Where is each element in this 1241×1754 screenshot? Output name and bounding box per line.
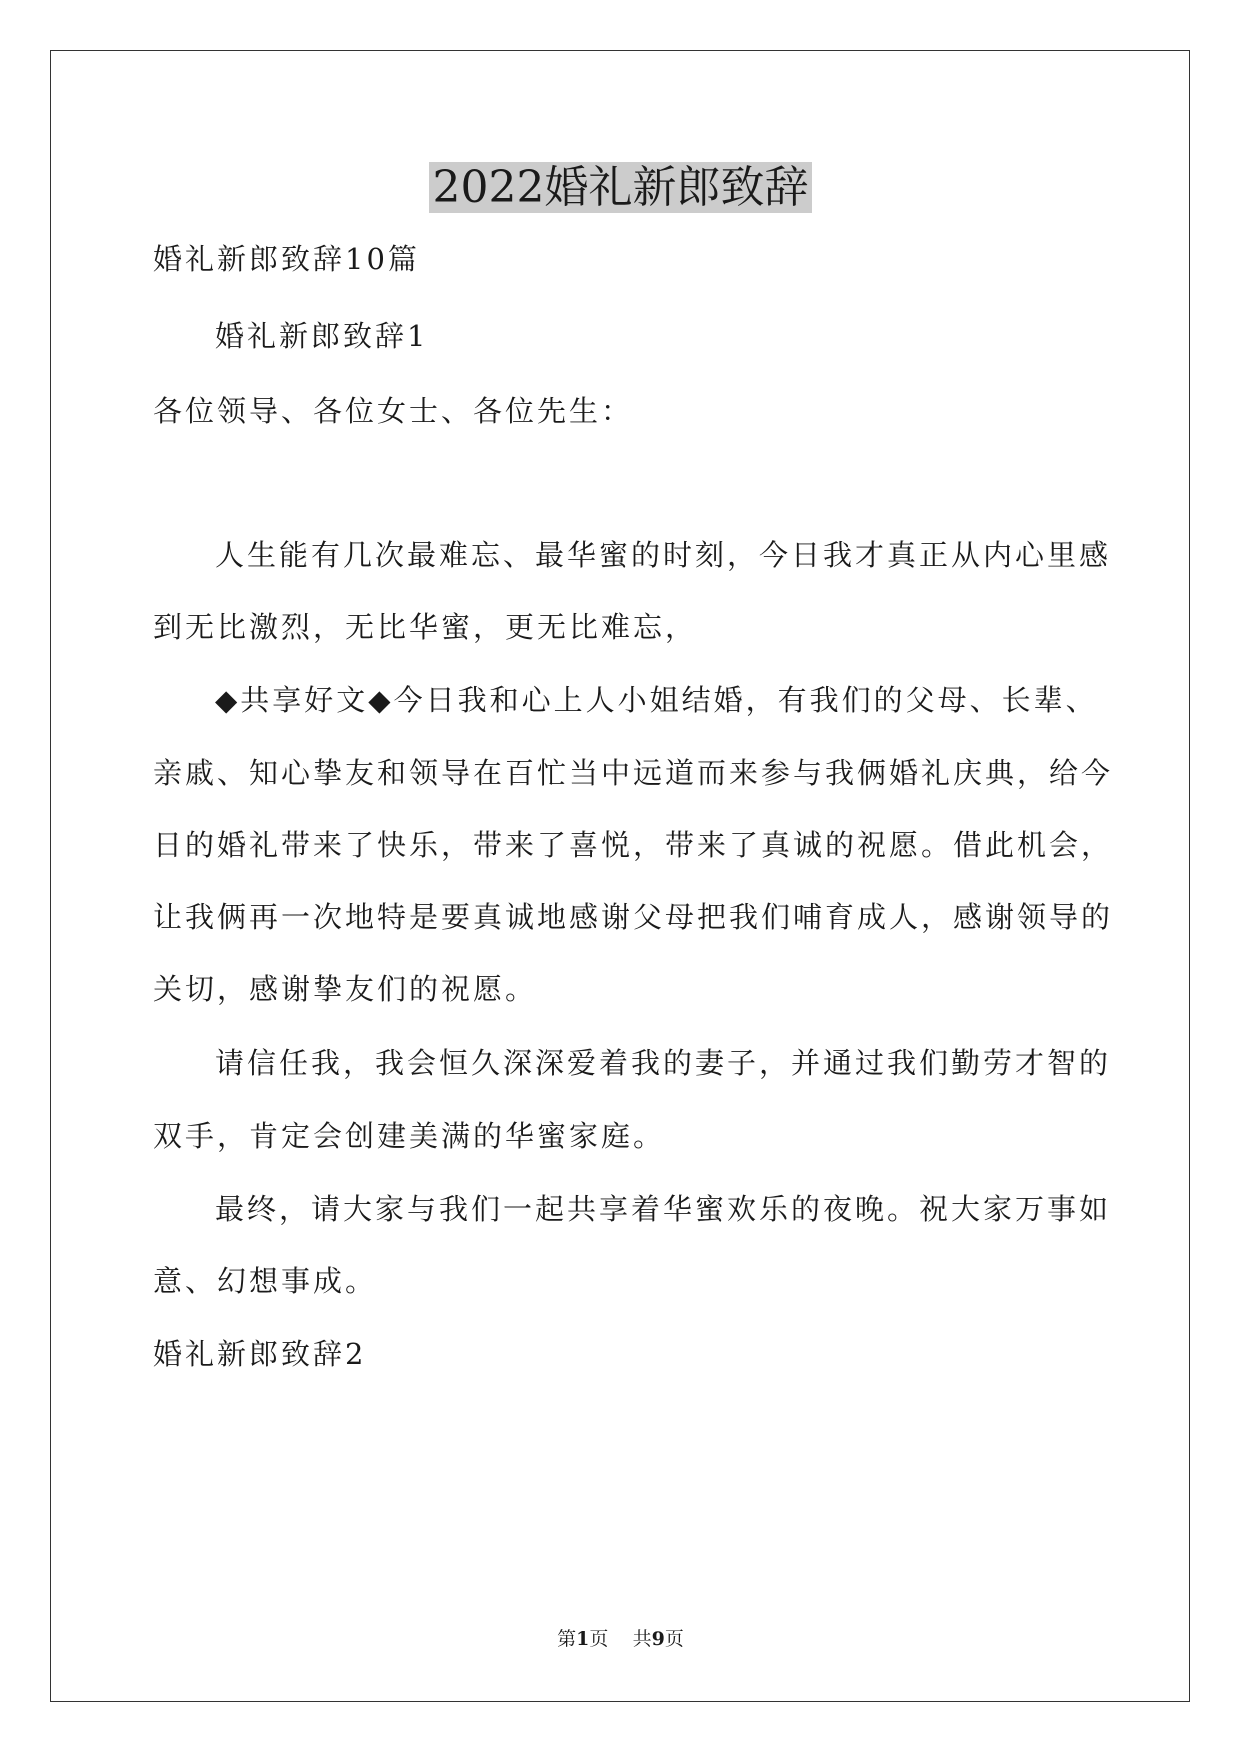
page-prefix: 第 (557, 1628, 577, 1650)
document-title (0, 158, 1241, 218)
page-footer (0, 1626, 1241, 1652)
paragraph-line: 最终，请大家与我们一起共享着华蜜欢乐的夜晚。祝大家万事如 (215, 1192, 1112, 1226)
total-suffix: 页 (664, 1628, 684, 1650)
paragraph-line: 双手，肯定会创建美满的华蜜家庭。 (153, 1119, 666, 1153)
page-suffix: 页 (589, 1628, 609, 1650)
section-heading-1: 婚礼新郎致辞1 (215, 319, 429, 353)
paragraph-line: 关切，感谢挚友们的祝愿。 (153, 972, 538, 1006)
paragraph-line: 人生能有几次最难忘、最华蜜的时刻，今日我才真正从内心里感 (215, 538, 1112, 572)
paragraph-line: 意、幻想事成。 (153, 1264, 378, 1298)
paragraph-line: 让我俩再一次地特是要真诚地感谢父母把我们哺育成人，感谢领导的 (153, 900, 1114, 934)
page-current: 1 (576, 1628, 590, 1650)
page-border (50, 50, 1190, 1702)
paragraph-line: 亲戚、知心挚友和领导在百忙当中远道而来参与我俩婚礼庆典，给今 (153, 756, 1114, 790)
paragraph-line: 日的婚礼带来了快乐，带来了喜悦，带来了真诚的祝愿。借此机会， (153, 828, 1114, 862)
page-total: 9 (651, 1628, 665, 1650)
paragraph-line: 请信任我，我会恒久深深爱着我的妻子，并通过我们勤劳才智的 (215, 1046, 1112, 1080)
section-heading-2: 婚礼新郎致辞2 (153, 1337, 367, 1371)
total-prefix: 共 (632, 1628, 652, 1650)
paragraph-line: 到无比激烈，无比华蜜，更无比难忘， (153, 610, 698, 644)
paragraph-line: ◆共享好文◆今日我和心上人小姐结婚，有我们的父母、长辈、 (215, 683, 1098, 717)
salutation: 各位领导、各位女士、各位先生： (153, 394, 634, 428)
subtitle-line: 婚礼新郎致辞10篇 (153, 242, 420, 276)
document-title-text: 2022婚礼新郎致辞 (429, 162, 813, 213)
